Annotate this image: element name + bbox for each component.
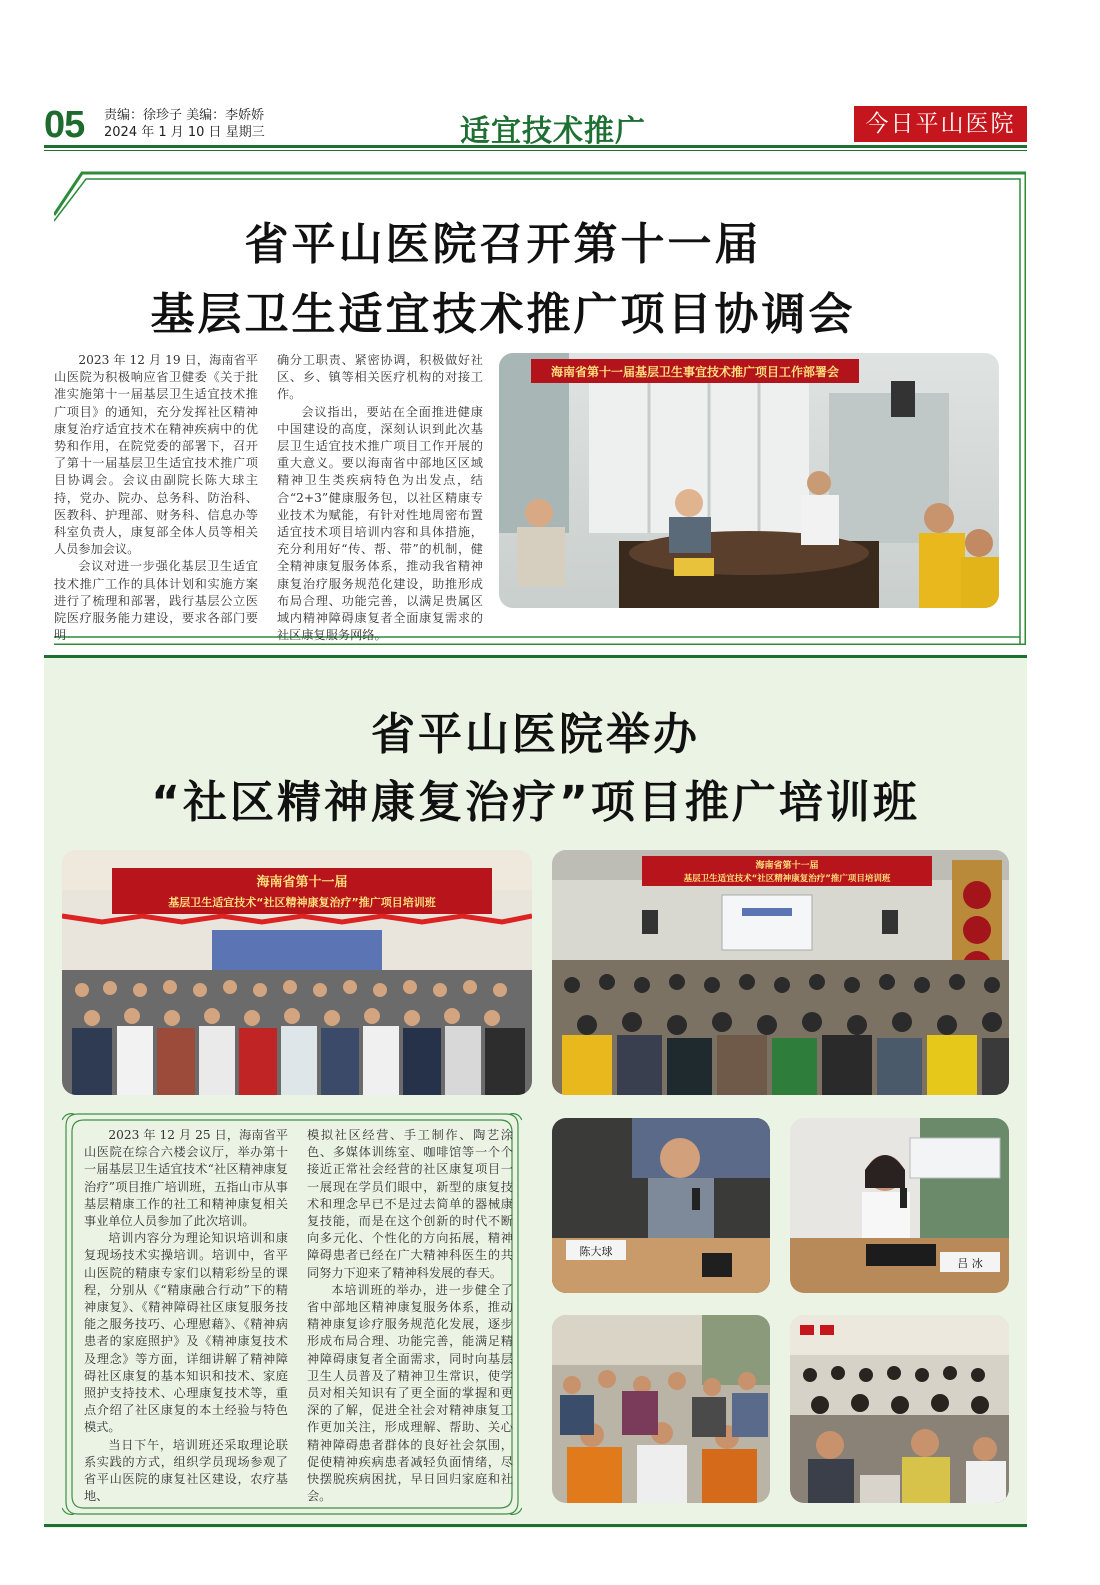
audience-photo bbox=[790, 1315, 1009, 1503]
header-rule-thin bbox=[44, 150, 1027, 151]
group-photo-banner-line1: 海南省第十一届 bbox=[256, 875, 348, 890]
paragraph: 2023 年 12 月 25 日，海南省平山医院在综合六楼会议厅，举办第十一届基层卫生适宜技术“社区精神康复治疗”项目推广培训班，五指山市从事基层精康工作的社工和精神康复相关事业单位人员参加了此次培训。 bbox=[84, 1128, 288, 1229]
article2-column2 bbox=[307, 1127, 513, 1505]
hall-banner-line2: 基层卫生适宜技术“社区精神康复治疗”推广项目培训班 bbox=[683, 874, 891, 884]
paragraph: 当日下午，培训班还采取理论联系实践的方式，组织学员现场参观了省平山医院的康复社区建设，农疗基地、 bbox=[84, 1437, 288, 1504]
date-line: 2024 年 1 月 10 日 星期三 bbox=[104, 125, 265, 140]
speaker-nameplate-male: 陈大球 bbox=[579, 1245, 613, 1258]
paragraph: 2023 年 12 月 19 日，海南省平山医院为积极响应省卫健委《关于批准实施第十一届基层卫生适宜技术推广项目》的通知，充分发挥社区精神康复治疗适宜技术在精神疾病中的优势和作用，在院党委的部署下，召开了第十一届基层卫生适宜技术推广项目协调会。会议由副院长陈大球主持，党办、院办、总务科、防治科、医教科、护理部、财务科、信息办等科室负责人，康复部全体人员等相关人员参加会议。 bbox=[54, 353, 258, 557]
article1-title-line1: 省平山医院召开第十一届 bbox=[244, 219, 762, 270]
article2-title-line1: 省平山医院举办 bbox=[371, 709, 700, 760]
editors-line: 责编：徐珍子 美编：李娇娇 bbox=[104, 108, 265, 123]
section-title: 适宜技术推广 bbox=[460, 114, 646, 149]
paragraph: 会议指出，要站在全面推进健康中国建设的高度，深刻认识到此次基层卫生适宜技术推广项目工作开展的重大意义。要以海南省中部地区区域精神卫生类疾病特色为出发点，结合“2+3”健康服务包，以社区精康专业技术为赋能，有针对性地周密布置适宜技术项目培训内容和具体措施，充分利用好“传、帮、带”的机制，健全精神康复服务体系，推动我省精神康复治疗服务规范化建设，助推形成布局合理、功能完善，以满足贵属区域内精神障碍康复者全面康复需求的社区康复服务网络。 bbox=[277, 404, 483, 643]
paragraph: 模拟社区经营、手工制作、陶艺涂色、多媒体训练室、咖啡馆等一个个接近正常社会经营的社区康复项目一一展现在学员们眼中，新型的康复技术和理念早已不是过去简单的器械康复技能，而是在这个创新的时代不断向多元化、个性化的方向拓展，精神障碍患者已经在广大精神科医生的共同努力下迎来了精神科发展的春天。 bbox=[307, 1128, 513, 1280]
page-number: 05 bbox=[44, 104, 85, 146]
paragraph: 会议对进一步强化基层卫生适宜技术推广工作的具体计划和实施方案进行了梳理和部署，践行基层公立医院医疗服务能力建设，要求各部门要明 bbox=[54, 559, 258, 643]
article1-column2 bbox=[277, 352, 483, 644]
group-photo bbox=[62, 850, 532, 1095]
footer-rule bbox=[44, 1524, 1027, 1527]
speaker-photo-female bbox=[790, 1118, 1009, 1293]
speaker-nameplate-female: 吕 冰 bbox=[957, 1257, 983, 1270]
paragraph: 确分工职责、紧密协调，积极做好社区、乡、镇等相关医疗机构的对接工作。 bbox=[277, 353, 483, 402]
article1-column1 bbox=[54, 352, 258, 644]
speaker-photo-male bbox=[552, 1118, 770, 1293]
newspaper-name-badge: 今日平山医院 bbox=[854, 106, 1027, 142]
hall-banner-line1: 海南省第十一届 bbox=[755, 861, 819, 871]
meeting-banner-text: 海南省第十一届基层卫生事宜技术推广项目工作部署会 bbox=[550, 365, 840, 379]
article2-title-line2: “社区精神康复治疗”项目推广培训班 bbox=[151, 777, 920, 828]
header-rule bbox=[44, 145, 1027, 148]
lecture-hall-photo bbox=[552, 850, 1009, 1095]
masthead-credits bbox=[104, 107, 265, 141]
meeting-photo bbox=[499, 353, 999, 608]
article1-title-line2: 基层卫生适宜技术推广项目协调会 bbox=[150, 289, 856, 340]
article2-column1 bbox=[84, 1127, 288, 1505]
paragraph: 培训内容分为理论知识培训和康复现场技术实操培训。培训中，省平山医院的精康专家们以精彩纷呈的课程，分别从《“精康融合行动”下的精神康复》、《精神障碍社区康复服务技能之服务技巧、心理慰藉》、《精神病患者的家庭照护》及《精神康复技术及理念》等方面，详细讲解了精神障碍社区康复的基本知识和技术、家庭照护支持技术、心理康复技术等，重点介绍了社区康复的本土经验与特色模式。 bbox=[84, 1231, 288, 1435]
visit-photo bbox=[552, 1315, 770, 1503]
group-photo-banner-line2: 基层卫生适宜技术“社区精神康复治疗”推广项目培训班 bbox=[168, 896, 436, 909]
paragraph: 本培训班的举办，进一步健全了省中部地区精神康复服务体系，推动精神康复诊疗服务规范化发展，逐步形成布局合理、功能完善，能满足精神障碍康复者全面需求，同时向基层卫生人员普及了精神卫生常识，使学员对相关知识有了更全面的掌握和更深的了解，促进全社会对精神康复工作更加关注，形成理解、帮助、关心精神障碍患者群体的良好社会氛围，促使精神疾病患者减轻负面情绪，尽快摆脱疾病困扰，早日回归家庭和社会。 bbox=[307, 1282, 513, 1504]
